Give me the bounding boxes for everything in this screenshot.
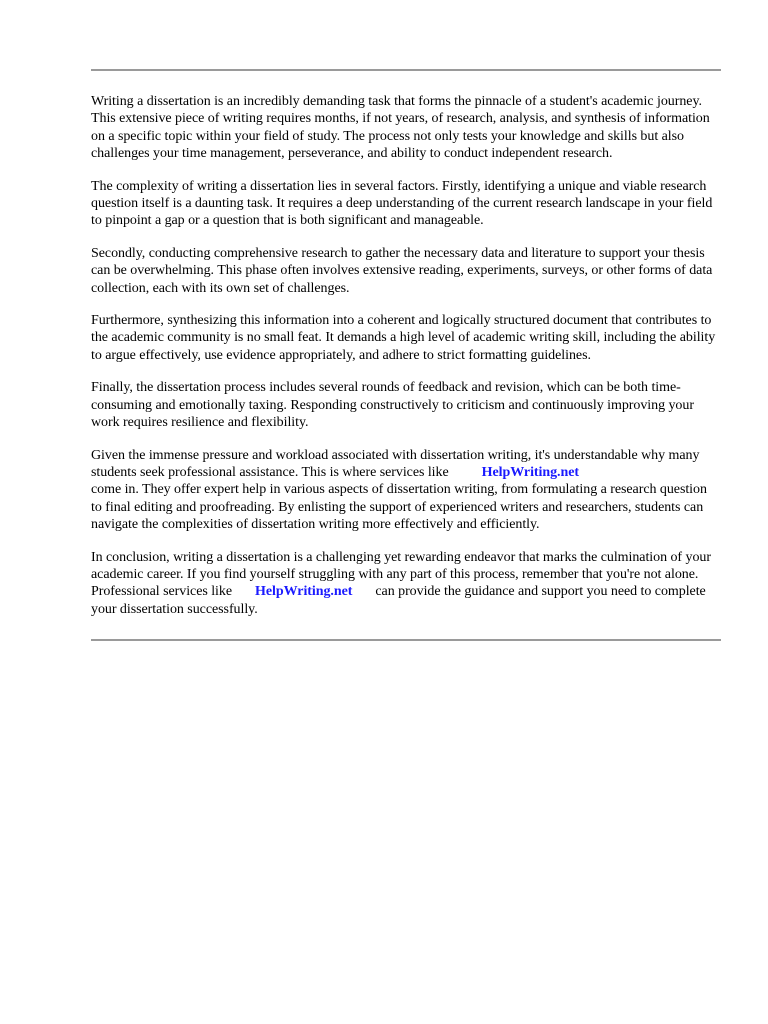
document-page: [91, 69, 721, 641]
paragraph-assistance-text-before: Given the immense pressure and workload associated with dissertation writing, it's understandable why many students seek professional assistance. This is where services like: [91, 447, 700, 480]
paragraph-conclusion-text-before: In conclusion, writing a dissertation is a challenging yet rewarding endeavor that marks the culmination of your academic career. If you find yourself struggling with any part of this process, remember that you're not alone. Professional services like: [91, 549, 711, 600]
paragraph-conclusion: [91, 549, 721, 619]
helpwriting-link-conclusion[interactable]: HelpWriting.net: [255, 584, 353, 600]
paragraph-synthesis: Furthermore, synthesizing this information into a coherent and logically structured document that contributes to the academic community is no small feat. It demands a high level of academic writing skill, including the ability to argue effectively, use evidence appropriately, and adhere to strict formatting guidelines.: [91, 313, 716, 363]
paragraph-assistance-text-after: come in. They offer expert help in various aspects of dissertation writing, from formulating a research question to final editing and proofreading. By enlisting the support of experienced writers and researchers, students can navigate the complexities of dissertation writing more effectively and efficiently.: [91, 482, 707, 533]
paragraph-intro: Writing a dissertation is an incredibly demanding task that forms the pinnacle of a student's academic journey. This extensive piece of writing requires months, if not years, of research, analysis, and synthesis of information on a specific topic within your field of study. The process not only tests your knowledge and skills but also challenges your time management, perseverance, and ability to conduct independent research.: [91, 94, 710, 162]
document-body: [91, 71, 721, 639]
paragraph-conclusion-text-after: can provide the guidance and support you need to complete your dissertation successfully.: [91, 584, 706, 617]
helpwriting-link[interactable]: HelpWriting.net: [481, 464, 580, 480]
bottom-divider: [91, 639, 721, 641]
paragraph-revision: Finally, the dissertation process includes several rounds of feedback and revision, which can be both time-consuming and emotionally taxing. Responding constructively to criticism and continuously improving your work requires resilience and flexibility.: [91, 380, 694, 431]
paragraph-research: Secondly, conducting comprehensive research to gather the necessary data and literature to support your thesis can be overwhelming. This phase often involves extensive reading, experiments, surveys, or other forms of data collection, each with its own set of challenges.: [91, 245, 713, 296]
paragraph-complexity: The complexity of writing a dissertation lies in several factors. Firstly, identifying a unique and viable research question itself is a daunting task. It requires a deep understanding of the current research landscape in your field to pinpoint a gap or a question that is both significant and manageable.: [91, 178, 713, 229]
paragraph-assistance: [91, 447, 721, 534]
